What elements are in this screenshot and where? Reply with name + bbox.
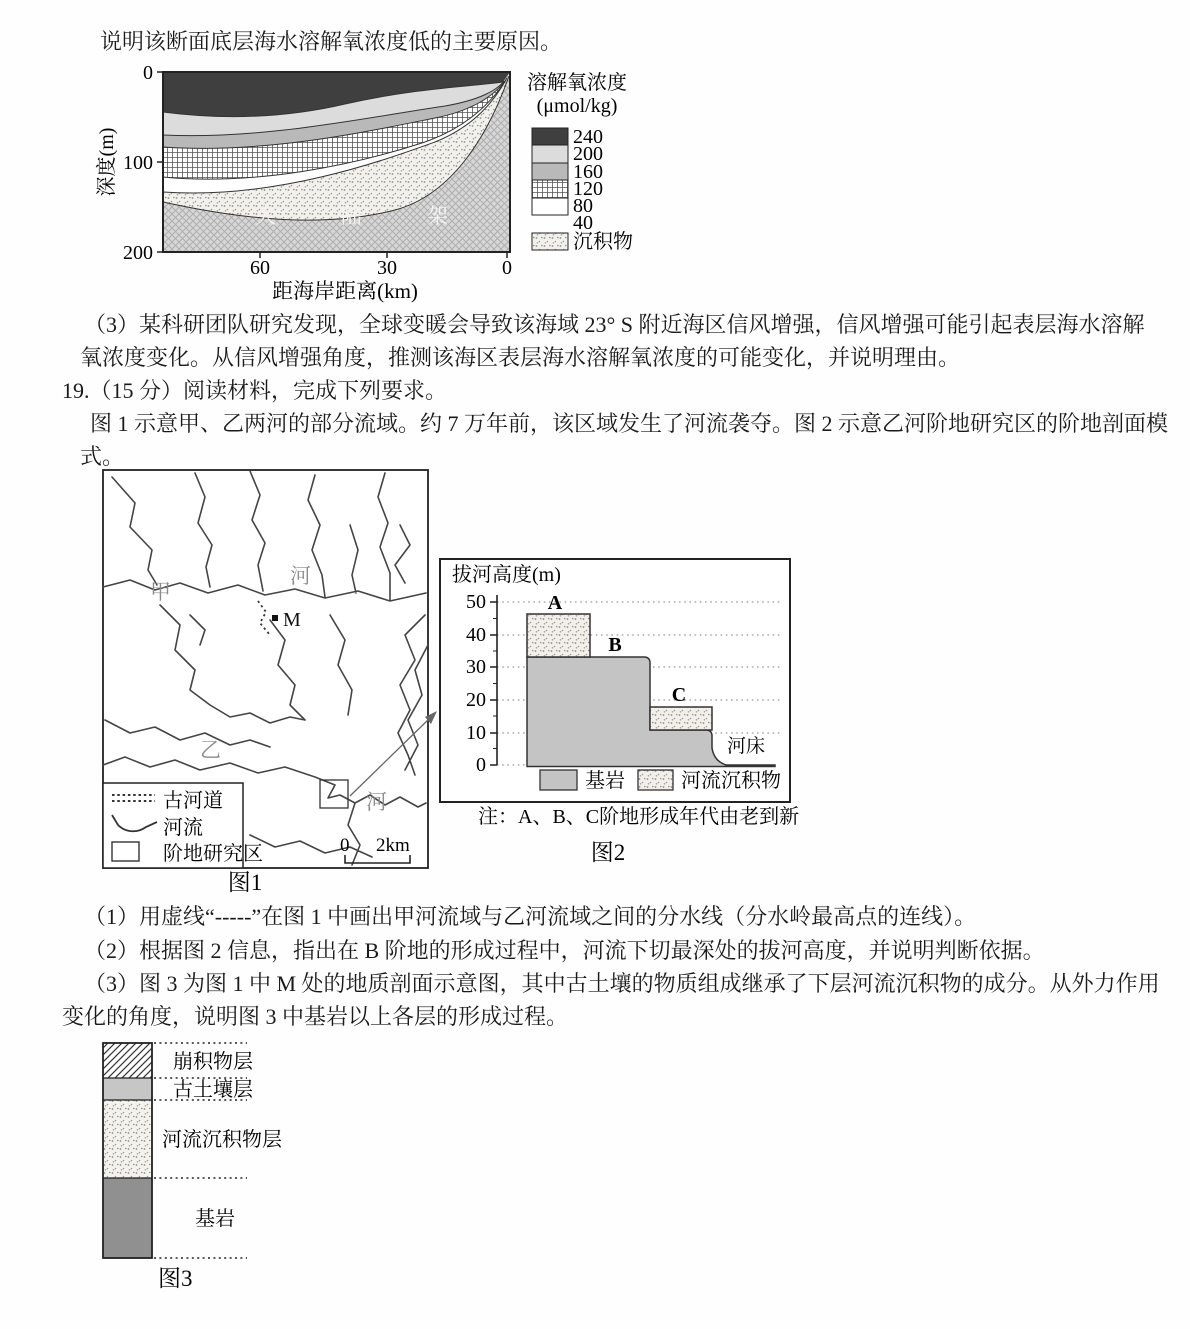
terrace-a-label: A: [547, 592, 563, 614]
y-tick: 0: [476, 754, 486, 776]
question-3: （3）图 3 为图 1 中 M 处的地质剖面示意图，其中古土壤的物质组成继承了下层河流沉积物的成分。从外力作用: [84, 971, 1160, 996]
sediment-legend-label: 河流沉积物: [681, 770, 781, 792]
y-axis-label: 深度(m): [96, 127, 118, 197]
scale-2km: 2km: [376, 835, 410, 856]
text-line: 式。: [80, 444, 125, 469]
y-tick: 30: [466, 656, 486, 678]
fig2-note: 注：A、B、C阶地形成年代由老到新: [478, 806, 800, 828]
y-tick: 10: [466, 722, 486, 744]
y-tick: 40: [466, 624, 486, 646]
shelf-label: 架: [427, 204, 448, 228]
legend-value: 80: [573, 195, 593, 217]
riverbed-label: 河床: [726, 736, 766, 757]
text-line: 说明该断面底层海水溶解氧浓度低的主要原因。: [100, 29, 563, 54]
terrace-c-sediment: [650, 707, 712, 730]
text-line: （3）某科研团队研究发现，全球变暖会导致该海域 23° S 附近海区信风增强，信风增强可能引起表层海水溶解: [84, 312, 1145, 337]
river-basin-map: [100, 465, 445, 900]
oxygen-cross-section-figure: [95, 60, 655, 310]
shelf-label: 大: [255, 204, 276, 228]
text-line: 氧浓度变化。从信风增强角度，推测该海区表层海水溶解氧浓度的可能变化，并说明理由。: [80, 345, 961, 370]
river-jia-label: 甲: [150, 580, 171, 604]
legend-unit: (μmol/kg): [536, 95, 618, 117]
legend-value: 120: [573, 178, 603, 200]
paleosol-layer: [103, 1078, 152, 1100]
bedrock-legend-label: 基岩: [585, 770, 625, 792]
terrace-profile-figure: [430, 545, 800, 880]
layer-label: 古土壤层: [173, 1079, 253, 1101]
y-tick: 100: [123, 152, 153, 174]
terrace-a-sediment: [527, 614, 590, 657]
y-tick: 200: [123, 242, 153, 264]
terrace-b-label: B: [608, 634, 622, 656]
layer-label: 崩积物层: [173, 1051, 253, 1073]
bedrock-layer: [103, 1178, 152, 1258]
river-he-bottom-label: 河: [366, 790, 387, 814]
legend-title: 溶解氧浓度: [527, 72, 627, 94]
fluvial-sediment-layer: [103, 1100, 152, 1178]
figure3-caption: 图3: [158, 1266, 193, 1291]
point-m-label: M: [283, 609, 301, 631]
figure2-caption: 图2: [590, 840, 626, 865]
legend-value: 200: [573, 143, 603, 165]
strat-column-figure: [95, 1035, 385, 1300]
legend-label: 古河道: [163, 790, 223, 812]
legend-value: 40: [573, 212, 593, 234]
sediment-legend-label: 沉积物: [573, 231, 633, 253]
river-he-top-label: 河: [290, 564, 311, 588]
cross-section-plot: [163, 72, 510, 252]
figure1-caption: 图1: [227, 870, 263, 895]
legend-label: 河流: [163, 817, 203, 839]
colluvium-layer: [103, 1043, 152, 1078]
question-1: （1）用虚线“-----”在图 1 中画出甲河流域与乙河流域之间的分水线（分水岭最高点的连线）。: [84, 904, 977, 929]
scale-zero: 0: [340, 835, 350, 856]
y-tick: 50: [466, 591, 486, 613]
fig2-legend: [540, 769, 781, 792]
layer-label: 河流沉积物层: [162, 1129, 282, 1151]
text-line: 图 1 示意甲、乙两河的部分流域。约 7 万年前，该区域发生了河流袭夺。图 2 示意乙河阶地研究区的阶地剖面模: [90, 411, 1169, 436]
x-tick: 0: [502, 257, 512, 279]
legend-label: 阶地研究区: [163, 843, 263, 865]
y-tick: 0: [143, 62, 153, 84]
question-3-cont: 变化的角度，说明图 3 中基岩以上各层的形成过程。: [62, 1004, 569, 1029]
legend-value: 240: [573, 126, 603, 148]
legend-value: 160: [573, 161, 603, 183]
question-2: （2）根据图 2 信息，指出在 B 阶地的形成过程中，河流下切最深处的拔河高度，并说明判断依据。: [84, 938, 1045, 963]
question-19-header: 19.（15 分）阅读材料，完成下列要求。: [62, 378, 448, 403]
strat-column: [103, 1043, 152, 1258]
x-axis-label: 距海岸距离(km): [272, 279, 418, 303]
shelf-label: 陆: [341, 204, 362, 228]
y-tick: 20: [466, 689, 486, 711]
point-m-marker: [272, 615, 278, 621]
layer-label: 基岩: [195, 1208, 235, 1230]
x-tick: 60: [250, 257, 270, 279]
map-legend: [103, 783, 263, 868]
oxygen-legend: [527, 71, 633, 253]
terrace-c-label: C: [671, 684, 687, 706]
river-yi-label: 乙: [200, 738, 221, 762]
fig2-y-axis-title: 拔河高度(m): [452, 564, 561, 586]
x-tick: 30: [377, 257, 397, 279]
